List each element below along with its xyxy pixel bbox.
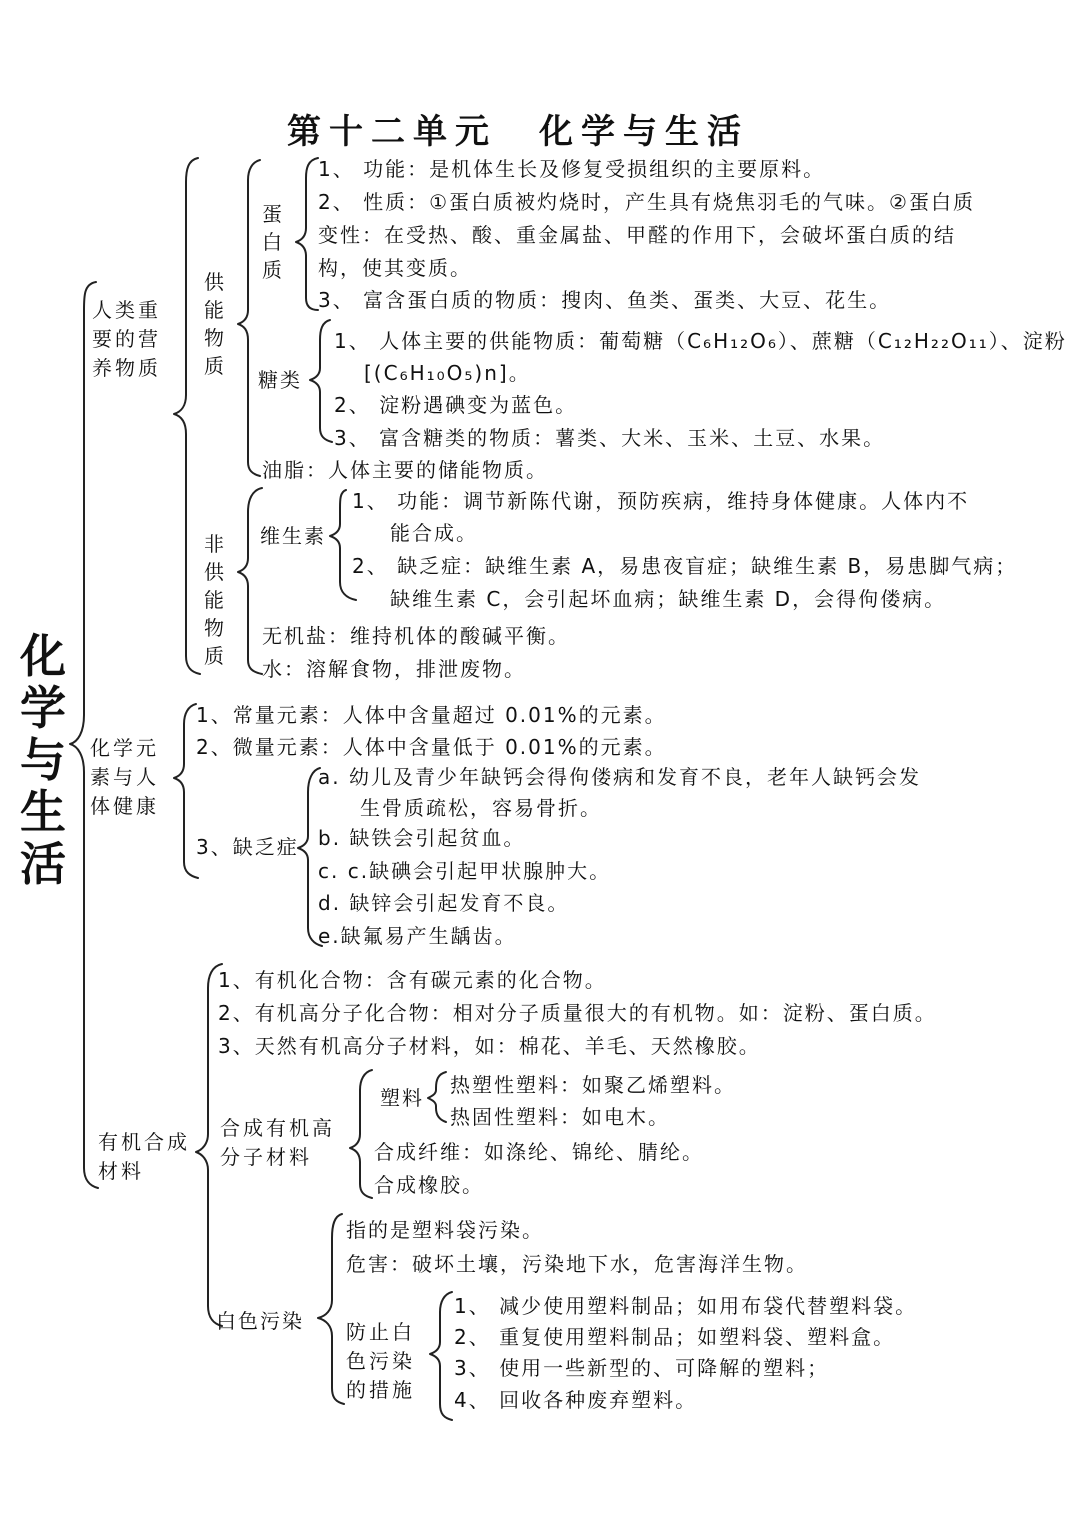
- deficiency-item: b. 缺铁会引起贫血。: [318, 826, 526, 850]
- element-item: 1、常量元素：人体中含量超过 0.01%的元素。: [196, 703, 667, 727]
- sugar-item: 2、 淀粉遇碘变为蓝色。: [334, 393, 578, 417]
- brace-sugar: [310, 320, 332, 442]
- brace-nutrition: [174, 158, 200, 674]
- synthetic-item: 合成纤维：如涤纶、锦纶、腈纶。: [374, 1140, 704, 1164]
- brace-non-energy: [238, 488, 262, 674]
- prevent-item: 3、 使用一些新型的、可降解的塑料；: [454, 1356, 830, 1380]
- mineral-item: 无机盐：维持机体的酸碱平衡。: [262, 624, 570, 648]
- prevent-item: 4、 回收各种废弃塑料。: [454, 1388, 698, 1412]
- brace-prevent: [430, 1292, 452, 1420]
- organic-label: 有机合成 材料: [98, 1130, 190, 1183]
- page-title: 第十二单元 化学与生活: [287, 112, 749, 152]
- sugar-item: 1、 人体主要的供能物质：葡萄糖（C₆H₁₂O₆）、蔗糖（C₁₂H₂₂O₁₁）、淀粉: [334, 329, 1067, 353]
- vitamin-item: 能合成。: [390, 521, 478, 545]
- protein-item: 变性：在受热、酸、重金属盐、甲醛的作用下，会破坏蛋白质的结: [318, 223, 956, 247]
- deficiency-item: e.缺氟易产生龋齿。: [318, 924, 517, 948]
- deficiency-item: d. 缺锌会引起发育不良。: [318, 891, 570, 915]
- protein-item: 1、 功能：是机体生长及修复受损组织的主要原料。: [318, 157, 826, 181]
- water-item: 水：溶解食物，排泄废物。: [262, 657, 526, 681]
- plastic-item: 热固性塑料：如电木。: [450, 1105, 670, 1129]
- prevent-label: 防止白 色污染 的措施: [346, 1320, 415, 1402]
- sugar-label: 糖类: [258, 368, 302, 392]
- organic-item: 2、有机高分子化合物：相对分子质量很大的有机物。如：淀粉、蛋白质。: [218, 1001, 937, 1025]
- brace-white: [318, 1214, 344, 1404]
- white-item: 危害：破坏土壤，污染地下水，危害海洋生物。: [346, 1252, 808, 1276]
- non-energy-label: 非 供 能 物 质: [204, 532, 224, 668]
- fat-item: 油脂：人体主要的储能物质。: [262, 458, 548, 482]
- organic-item: 1、有机化合物：含有碳元素的化合物。: [218, 968, 607, 992]
- synthetic-label: 合成有机高 分子材料: [220, 1116, 335, 1169]
- nutrition-label: 人类重 要的营 养物质: [92, 298, 161, 380]
- deficiency-item: c. c.缺碘会引起甲状腺肿大。: [318, 859, 612, 883]
- root-label: 化 学 与 生 活: [20, 629, 66, 891]
- energy-label: 供 能 物 质: [204, 270, 224, 378]
- vitamin-item: 2、 缺乏症：缺维生素 A，易患夜盲症；缺维生素 B，易患脚气病；: [352, 554, 1018, 578]
- vitamin-item: 缺维生素 C，会引起坏血病；缺维生素 D，会得佝偻病。: [390, 587, 947, 611]
- protein-item: 3、 富含蛋白质的物质：搜肉、鱼类、蛋类、大豆、花生。: [318, 288, 892, 312]
- element-item: 2、微量元素：人体中含量低于 0.01%的元素。: [196, 735, 667, 759]
- protein-item: 2、 性质：①蛋白质被灼烧时，产生具有烧焦羽毛的气味。②蛋白质: [318, 190, 975, 214]
- protein-label: 蛋 白 质: [262, 202, 282, 282]
- prevent-item: 1、 减少使用塑料制品；如用布袋代替塑料袋。: [454, 1294, 918, 1318]
- brace-energy: [238, 160, 260, 476]
- synthetic-item: 合成橡胶。: [374, 1173, 484, 1197]
- protein-item: 构，使其变质。: [318, 256, 472, 280]
- brace-synthetic: [350, 1070, 372, 1198]
- deficiency-item: a. 幼儿及青少年缺钙会得佝偻病和发育不良，老年人缺钙会发: [318, 765, 921, 789]
- organic-item: 3、天然有机高分子材料，如：棉花、羊毛、天然橡胶。: [218, 1034, 761, 1058]
- brace-plastic: [428, 1072, 446, 1122]
- white-pollution-label: 白色污染: [216, 1309, 304, 1333]
- plastic-label: 塑料: [380, 1086, 424, 1110]
- vitamin-label: 维生素: [260, 524, 326, 548]
- deficiency-item: 生骨质疏松，容易骨折。: [360, 796, 602, 820]
- white-item: 指的是塑料袋污染。: [346, 1218, 544, 1242]
- elements-label: 化学元 素与人 体健康: [90, 736, 159, 818]
- sugar-item: 3、 富含糖类的物质：薯类、大米、玉米、土豆、水果。: [334, 426, 886, 450]
- brace-protein: [296, 158, 318, 310]
- sugar-item: [(C₆H₁₀O₅)n]。: [364, 361, 531, 385]
- brace-deficiency: [298, 768, 322, 946]
- brace-elements: [174, 704, 198, 878]
- deficiency-label: 3、缺乏症: [196, 835, 299, 859]
- vitamin-item: 1、 功能：调节新陈代谢，预防疾病，维持身体健康。人体内不: [352, 489, 970, 513]
- prevent-item: 2、 重复使用塑料制品；如塑料袋、塑料盒。: [454, 1325, 896, 1349]
- plastic-item: 热塑性塑料：如聚乙烯塑料。: [450, 1073, 736, 1097]
